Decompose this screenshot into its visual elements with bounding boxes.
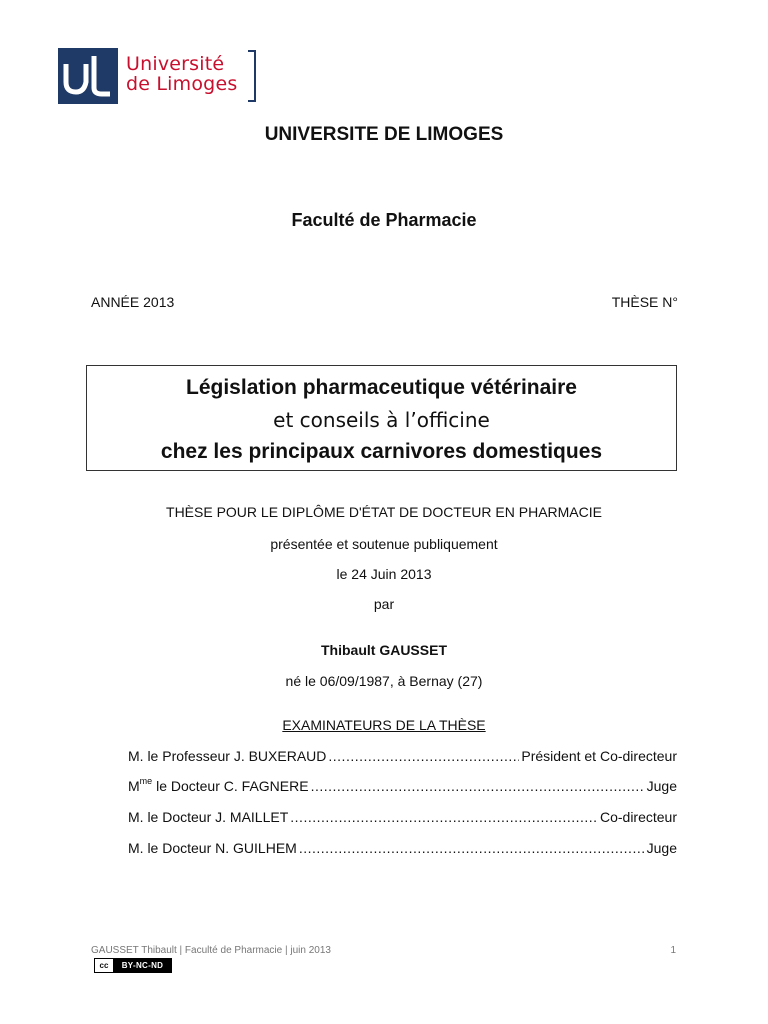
- author-name: Thibault GAUSSET: [321, 642, 447, 658]
- examiner-name-rest: le Docteur C. FAGNERE: [152, 778, 309, 794]
- examiner-row: [128, 809, 677, 825]
- examiner-role: Juge: [646, 840, 677, 856]
- examiner-row: [128, 778, 677, 794]
- presented-line: présentée et soutenue publiquement: [270, 536, 498, 552]
- diploma-line: THÈSE POUR LE DIPLÔME D'ÉTAT DE DOCTEUR EN PHARMACIE: [166, 504, 602, 520]
- examiners-heading: EXAMINATEURS DE LA THÈSE: [282, 717, 486, 733]
- examiner-name: [128, 778, 309, 794]
- leader-dots: [328, 748, 519, 764]
- title-line-2: et conseils à l’officine: [273, 408, 490, 432]
- faculty-name: Faculté de Pharmacie: [291, 210, 477, 230]
- examiner-row: [128, 748, 677, 764]
- logo-line2: de Limoges: [126, 73, 238, 95]
- examiner-name-prefix: M: [128, 778, 140, 794]
- university-name: UNIVERSITE DE LIMOGES: [264, 124, 504, 145]
- defense-date: le 24 Juin 2013: [336, 566, 432, 582]
- ul-monogram-icon: [58, 48, 118, 104]
- logo-bracket: [248, 50, 256, 102]
- page-number: 1: [670, 945, 676, 956]
- examiner-role: Président et Co-directeur: [521, 748, 677, 764]
- title-line-3: chez les principaux carnivores domestiques: [160, 440, 603, 463]
- examiner-name: M. le Docteur N. GUILHEM: [128, 840, 297, 856]
- examiner-name: M. le Professeur J. BUXERAUD: [128, 748, 327, 764]
- examiner-name-superscript: me: [139, 776, 153, 786]
- examiner-row: [128, 840, 677, 856]
- examiner-role: Co-directeur: [599, 809, 677, 825]
- thesis-title-box: [86, 365, 677, 471]
- footer-text: GAUSSET Thibault | Faculté de Pharmacie | juin 2013: [91, 945, 331, 956]
- thesis-number: THÈSE N°: [611, 294, 678, 310]
- university-logo: [58, 48, 258, 106]
- license-label: BY-NC-ND: [114, 959, 171, 972]
- leader-dots: [290, 809, 598, 825]
- leader-dots: [299, 840, 645, 856]
- logo-line1: Université: [126, 53, 225, 75]
- examiner-name: M. le Docteur J. MAILLET: [128, 809, 289, 825]
- creative-commons-license-badge: [94, 958, 172, 973]
- logo-wordmark: [126, 54, 237, 94]
- cc-icon: cc: [95, 959, 114, 972]
- by-line: par: [373, 596, 395, 612]
- leader-dots: [311, 778, 645, 794]
- examiner-role: Juge: [646, 778, 677, 794]
- author-birth: né le 06/09/1987, à Bernay (27): [285, 673, 483, 689]
- academic-year: ANNÉE 2013: [91, 294, 175, 310]
- title-line-1: Législation pharmaceutique vétérinaire: [186, 376, 577, 399]
